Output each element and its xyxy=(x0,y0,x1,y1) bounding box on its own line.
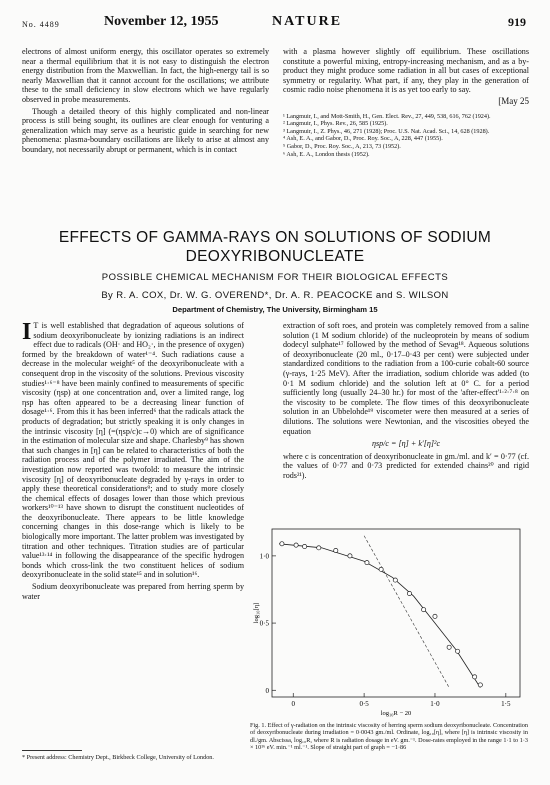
article-left-column xyxy=(22,321,244,603)
data-point xyxy=(302,544,306,548)
article-affiliation: Department of Chemistry, The University, Birmingham 15 xyxy=(172,305,378,314)
x-tick-label: 1·0 xyxy=(430,700,440,708)
data-point xyxy=(294,543,298,547)
data-point xyxy=(379,567,383,571)
article-heading xyxy=(40,228,510,314)
x-tick-label: 0 xyxy=(291,700,296,708)
data-point xyxy=(348,554,352,558)
article-right-column xyxy=(283,321,529,483)
viscosity-chart xyxy=(250,517,528,717)
page-header xyxy=(22,14,526,38)
issue-number: No. 4489 xyxy=(22,20,60,29)
x-tick-label: 0·5 xyxy=(359,700,369,708)
received-date: [May 25 xyxy=(498,95,529,106)
data-point xyxy=(478,683,482,687)
data-point xyxy=(456,649,460,653)
data-point xyxy=(473,675,477,679)
data-point xyxy=(365,561,369,565)
footnote: * Present address: Chemistry Dept., Birkbeck College, University of London. xyxy=(22,754,214,761)
figure-caption: Fig. 1. Effect of γ-radiation on the intrinsic viscosity of herring sperm sodium deoxyribonucleate. Concentration of deoxyribonucleate during irradiation = 0·0043 gm./ml. Ordinate, log₁₀[η], where [η] is intrinsic viscosity in dl./gm. Abscissa, log₁₀R, where R is radiation dosage in eV. gm.⁻¹. Dose-rates employed in the range 1·1 to 1·3 × 10¹⁶ eV. min.⁻¹ ml.⁻¹. Slope of straight part of graph = −1·86 xyxy=(250,722,528,752)
x-axis-label: log₁₀R − 20 xyxy=(380,710,412,717)
drop-cap: I xyxy=(22,319,32,345)
data-point xyxy=(407,591,411,595)
prev-article-right-column xyxy=(283,47,529,158)
y-tick-label: 1·0 xyxy=(259,552,269,561)
reference-item: ² Langmuir, I., Phys. Rev., 26, 585 (1925). xyxy=(283,120,388,128)
issue-date: November 12, 1955 xyxy=(104,14,219,29)
data-point xyxy=(433,614,437,618)
footnote-rule xyxy=(22,750,82,751)
y-tick-label: 0·5 xyxy=(259,619,269,628)
y-axis-label: log₁₀[η] xyxy=(253,602,260,624)
reference-item: ³ Langmuir, I., Z. Phys., 46, 271 (1928); Proc. U.S. Nat. Acad. Sci., 14, 628 (1928). xyxy=(283,127,490,135)
article-authors: By R. A. COX, Dr. W. G. OVEREND*, Dr. A. R. PEACOCKE and S. WILSON xyxy=(101,290,449,301)
data-point xyxy=(334,548,338,552)
page-number: 919 xyxy=(508,15,526,29)
reference-item: ⁶ Ash, E. A., London thesis (1952). xyxy=(283,150,370,158)
data-point xyxy=(317,546,321,550)
reference-item: ¹ Langmuir, I., and Mott-Smith, H., Gen. Elect. Rev., 27, 449, 538, 616, 762 (1924). xyxy=(283,112,491,120)
fitted-curve xyxy=(279,544,480,688)
reference-item: ⁵ Gabor, D., Proc. Roy. Soc., A, 213, 73 (1952). xyxy=(283,142,401,150)
plot-frame xyxy=(272,529,520,697)
references-list xyxy=(283,113,529,159)
journal-name: NATURE xyxy=(272,14,343,29)
data-point xyxy=(393,578,397,582)
article-title: EFFECTS OF GAMMA-RAYS ON SOLUTIONS OF SODIUM DEOXYRIBONUCLEATE xyxy=(58,229,492,265)
body-paragraph: Sodium deoxyribonucleate was prepared from herring sperm by water xyxy=(22,582,244,601)
reference-item: ⁴ Ash, E. A., and Gabor, D., Proc. Roy. Soc., A, 228, 447 (1955). xyxy=(283,135,443,143)
prev-paragraph: with a plasma however slightly off equilibrium. These oscillations constitute a powerful mixing, entropy-increasing mechanism, and as a by-product they might produce some radiation in all but cases of exceptional symmetry or regularity. What part, if any, they play in the generation of cosmic radio noise phenomena it is as yet too early to say. xyxy=(283,47,529,95)
body-paragraph: where c is concentration of deoxyribonucleate in gm./ml. and k′ = 0·77 (cf. the values of 0·77 and 0·73 predicted for extended chains²⁰ and rigid rods²¹). xyxy=(283,451,529,480)
data-point xyxy=(447,645,451,649)
body-text: T is well established that degradation of aqueous solutions of sodium deoxyribonucleate by ionizing radiations is an indirect effect due to radicals (OH· and HO₂·, in the presence of oxygen) formed by the breakdown of water¹⁻⁴. Such radiations cause a decrease in the molecular weight⁵ of the deoxyribonucleate with a consequent drop in the viscosity of the solutions. Previous viscosity studies¹·⁶⁻⁸ have been mainly confined to measurements of specific viscosity (ηsp) at one concentration and, over a limited range, log ηsp has often appeared to be a decreasing linear function of dosage¹·⁶. From this it has been inferred⁶ that the radicals attack the products of degradation; but strictly speaking it is only changes in the intrinsic viscosity [η] (=(ηsp/c)c→0) which are of significance in the estimation of molecular size and shape. Charlesby⁹ has shown that such changes in [η] can be related to characteristics of both the radiation process and of the polymer irradiated. The aim of the investigation now reported was twofold: to measure the intrinsic viscosity [η] of deoxyribonucleate degraded by γ-rays in order to apply these theoretical considerations⁹; and to study more closely the chemical effects of dosages lower than those which previous workers¹⁰⁻¹³ have shown to disrupt the constituent nucleotides of the deoxyribonucleate. There appears to be little knowledge concerning changes in this dose-range which is likely to be biologically more important. The latter problem was investigated by titration and other techniques. Titration studies are of particular value¹³·¹⁴ in following the disappearance of the specific hydrogen bonds which cross-link the two constituent helices of sodium deoxyribonucleate in the solid state¹⁵ and in solution¹⁶. xyxy=(22,321,244,580)
viscosity-equation: ηsp/c = [η] + k′[η]²c xyxy=(371,439,441,449)
data-point xyxy=(280,542,284,546)
prev-paragraph: Though a detailed theory of this highly complicated and non-linear process is still being sought, its outlines are clear enough for venturing a generalization which may serve as a heuristic guide in searching for new phenomena: plasma-boundary oscillations are likely to arise at almost any boundary, not necessarily abrupt or permanent, which is in contact xyxy=(22,106,269,154)
body-paragraph xyxy=(22,321,244,580)
body-paragraph: extraction of soft roes, and protein was completely removed from a saline solution (1 M sodium chloride) of the nucleoprotein by means of sodium dodecyl sulphate¹⁷ followed by the method of Sevag¹⁸. Aqueous solutions of deoxyribonucleate (20 ml., 0·17–0·43 per cent) were subjected under standardized conditions to the radiation from a 100-curie cobalt-60 source (γ-rays, 1·25 MeV). After the irradiation, sodium chloride was added (to 0·1 M sodium chloride) and the solution left at 0° C. for a period sufficiently long (usually 24–30 hr.) for most of the 'after-effect'¹·²·⁷·⁸ on the viscosity to be complete. The flow times of this deoxyribonucleate solution in an Ubbelohde¹⁹ viscometer were then measured at a series of dilutions. The solutions were Newtonian, and the viscosities obeyed the equation xyxy=(283,321,529,436)
data-point xyxy=(422,608,426,612)
x-tick-label: 1·5 xyxy=(501,700,511,708)
prev-paragraph: electrons of almost uniform energy, this oscillator operates so extremely near a thermal equilibrium that it is not easy to distinguish the electron energy distribution from the Maxwellian. In fact, the high-energy tail is so nearly Maxwellian that it cannot account for the oscillations; we attribute these to the small deficiency in slow electrons which we have regularly observed in probe measurements. xyxy=(22,47,269,104)
prev-article-left-column xyxy=(22,47,269,157)
figure-1 xyxy=(250,517,528,765)
slope-dashed-line xyxy=(364,536,449,688)
article-subtitle: POSSIBLE CHEMICAL MECHANISM FOR THEIR BIOLOGICAL EFFECTS xyxy=(101,272,449,283)
y-tick-label: 0 xyxy=(265,686,269,695)
